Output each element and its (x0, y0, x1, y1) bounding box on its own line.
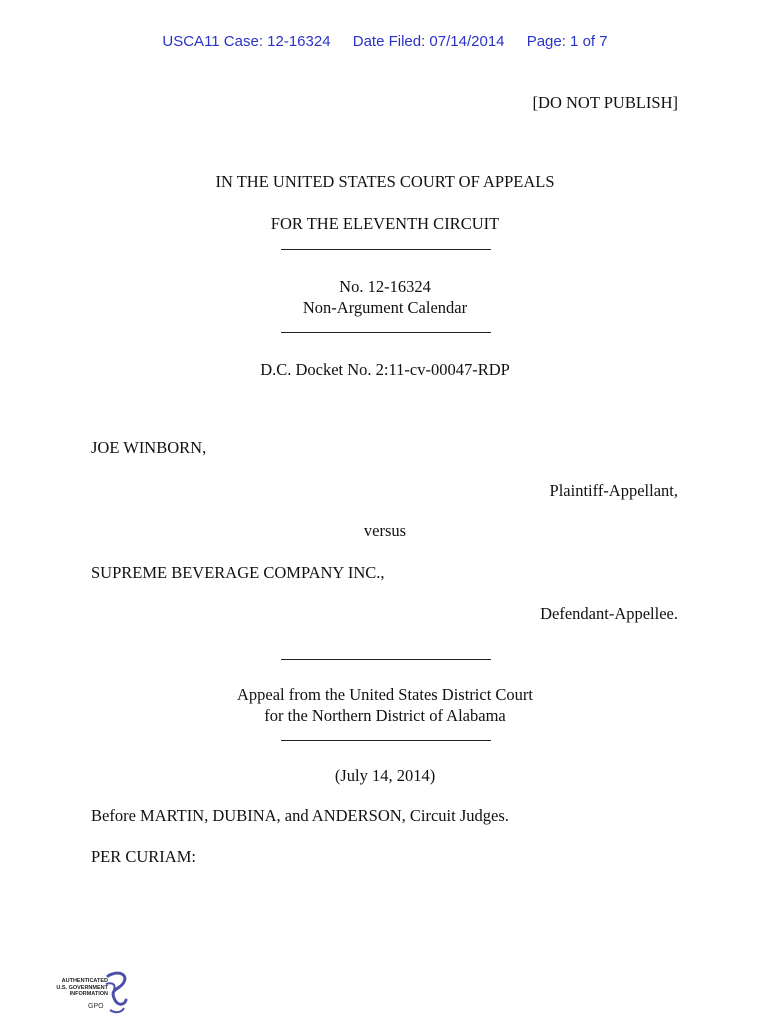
appellee-name: SUPREME BEVERAGE COMPANY INC., (91, 563, 385, 582)
header-date-filed: Date Filed: 07/14/2014 (352, 33, 505, 50)
case-number: No. 12-16324 (339, 277, 431, 296)
gpo-authentication-seal (44, 970, 134, 1018)
divider (281, 740, 491, 741)
decision-date: (July 14, 2014) (334, 766, 436, 785)
header-page-count: Page: 1 of 7 (526, 33, 608, 50)
calendar-type: Non-Argument Calendar (302, 298, 468, 317)
docket-number: D.C. Docket No. 2:11-cv-00047-RDP (260, 360, 510, 379)
divider (281, 659, 491, 660)
panel-judges: Before MARTIN, DUBINA, and ANDERSON, Circuit Judges. (91, 806, 509, 825)
versus-label: versus (363, 521, 407, 540)
court-name: IN THE UNITED STATES COURT OF APPEALS (215, 172, 555, 191)
per-curiam-label: PER CURIAM: (91, 847, 196, 866)
publish-note: [DO NOT PUBLISH] (532, 93, 678, 112)
circuit-name: FOR THE ELEVENTH CIRCUIT (270, 214, 500, 233)
divider (281, 332, 491, 333)
appellant-role: Plaintiff-Appellant, (549, 481, 678, 500)
filing-header (0, 33, 770, 50)
appeal-source-line2: for the Northern District of Alabama (264, 706, 506, 725)
appellee-role: Defendant-Appellee. (540, 604, 678, 623)
seal-gpo-mark: GPO (88, 1003, 104, 1010)
divider (281, 249, 491, 250)
eagle-icon (104, 970, 130, 1016)
appellant-name: JOE WINBORN, (91, 438, 207, 457)
header-case-number: USCA11 Case: 12-16324 (162, 33, 331, 50)
appeal-source-line1: Appeal from the United States District Court (236, 685, 534, 704)
seal-text: AUTHENTICATED U.S. GOVERNMENT INFORMATION (56, 978, 108, 997)
